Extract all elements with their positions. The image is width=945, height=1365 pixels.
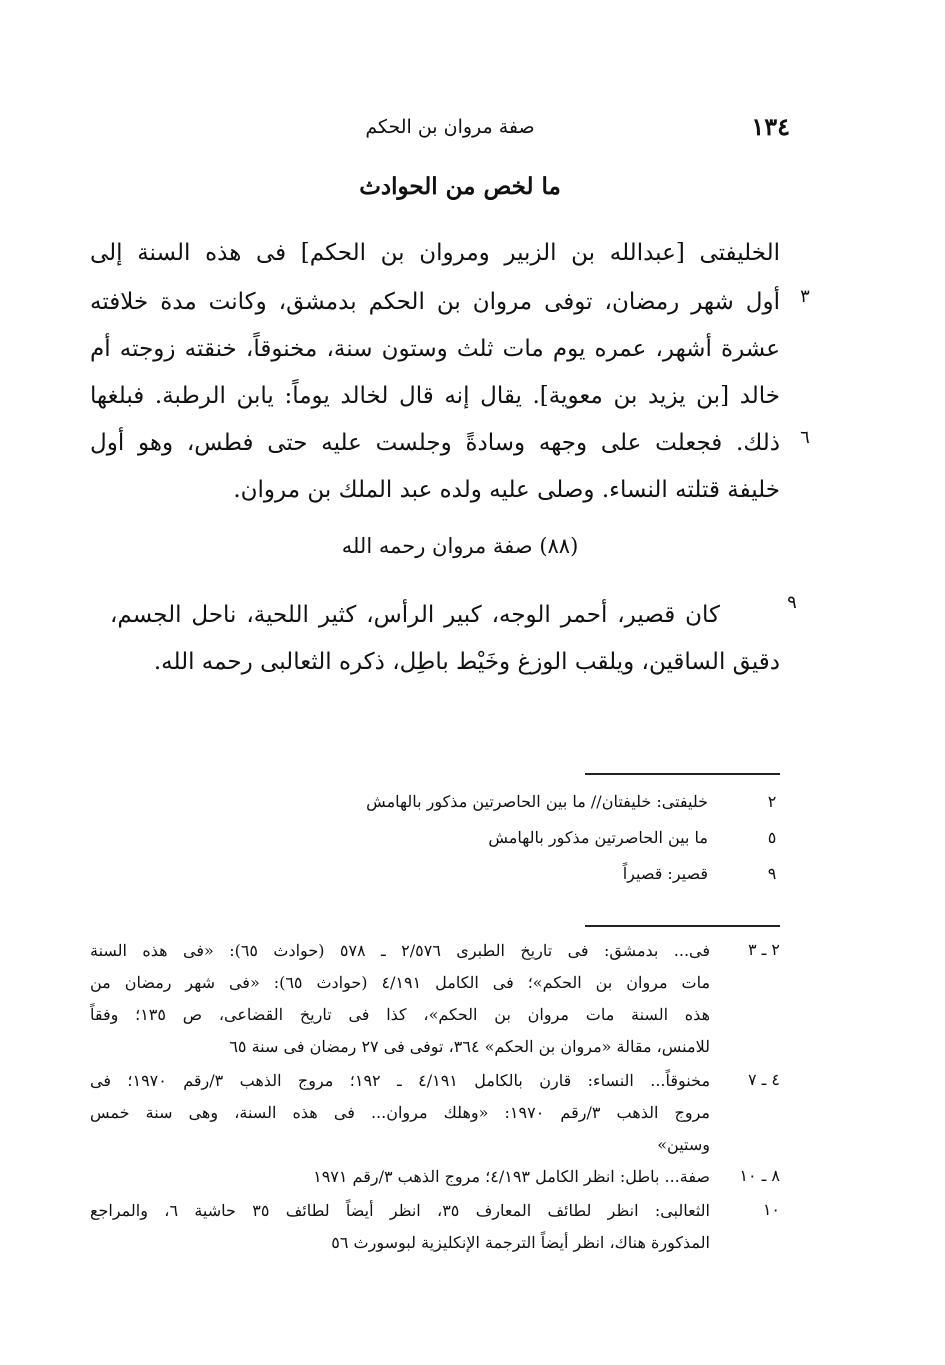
commentary-line: الثعالبى: انظر لطائف المعارف ٣٥، انظر أيضاً لطائف ٣٥ حاشية ٦، والمراجع	[90, 1201, 710, 1220]
page-number: ١٣٤	[751, 112, 790, 141]
apparatus-rule	[585, 773, 780, 775]
main-text-line: الخليفتى [عبدالله بن الزبير ومروان بن الحكم] فى هذه السنة إلى	[90, 240, 780, 266]
commentary-rule	[585, 925, 780, 927]
apparatus-note-text: ما بين الحاصرتين مذكور بالهامش	[488, 828, 708, 847]
apparatus-note-number: ٩	[767, 864, 777, 883]
apparatus-note-number: ٥	[767, 828, 777, 847]
apparatus-note-text: قصير: قصيراً	[622, 864, 708, 883]
commentary-line: فى... بدمشق: فى تاريخ الطبرى ٢/٥٧٦ ـ ٥٧٨ (حوادث ٦٥): «فى هذه السنة	[90, 941, 711, 960]
commentary-line: مروج الذهب ٣/رقم ١٩٧٠: «وهلك مروان... فى هذه السنة، وهى سنة خمس	[90, 1103, 711, 1122]
description-line: دقيق الساقين، ويلقب الوزغ وخَيْط باطِل، ذكره الثعالبى رحمه الله.	[153, 649, 780, 675]
main-text-line: ذلك. فجعلت على وجهه وسادةً وجلست عليه حتى فطس، وهو أول	[90, 430, 780, 456]
line-number: ٦	[800, 427, 810, 448]
main-text-line: خليفة قتلته النساء. وصلى عليه ولده عبد الملك بن مروان.	[233, 477, 780, 503]
commentary-line: المذكورة هناك، انظر أيضاً الترجمة الإنكليزية لبوسورث ٥٦	[331, 1233, 710, 1252]
commentary-line: هذه السنة مات مروان بن الحكم»، كذا فى تاريخ القضاعى، ص ١٣٥؛ وفقاً	[90, 1005, 711, 1024]
commentary-ref: ٢ ـ ٣	[747, 940, 780, 959]
subsection-title: (٨٨) صفة مروان رحمه الله	[341, 534, 579, 558]
line-number: ٣	[800, 286, 810, 307]
commentary-line: وستين»	[657, 1135, 710, 1154]
main-text-line: عشرة أشهر، عمره يوم مات ثلث وستون سنة، مخنوقاً، خنقته زوجته أم	[90, 336, 780, 362]
main-text-line: أول شهر رمضان، توفى مروان بن الحكم بدمشق، وكانت مدة خلافته	[90, 289, 780, 315]
description-line: كان قصير، أحمر الوجه، كبير الرأس، كثير اللحية، ناحل الجسم،	[110, 602, 720, 628]
commentary-line: للامنس، مقالة «مروان بن الحكم» ٣٦٤، توفى فى ٢٧ رمضان فى سنة ٦٥	[229, 1037, 710, 1056]
running-title: صفة مروان بن الحكم	[365, 116, 535, 138]
apparatus-note-number: ٢	[767, 792, 777, 811]
commentary-line: مخنوقاً... النساء: قارن بالكامل ٤/١٩١ ـ ١٩٢؛ مروج الذهب ٣/رقم ١٩٧٠؛ فى	[90, 1071, 711, 1090]
commentary-ref: ١٠	[762, 1200, 780, 1219]
commentary-ref: ٤ ـ ٧	[747, 1070, 780, 1089]
commentary-ref: ٨ ـ ١٠	[739, 1166, 780, 1185]
line-number: ٩	[787, 592, 797, 613]
commentary-line: مات مروان بن الحكم»؛ فى الكامل ٤/١٩١ (حوادث ٦٥): «فى شهر رمضان من	[90, 973, 711, 992]
main-text-line: خالد [بن يزيد بن معوية]. يقال إنه قال لخالد يوماً: يابن الرطبة. فبلغها	[90, 383, 780, 409]
apparatus-note-text: خليفتى: خليفتان// ما بين الحاصرتين مذكور بالهامش	[366, 792, 708, 811]
section-title: ما لخص من الحوادث	[359, 173, 561, 200]
commentary-line: صفة... باطل: انظر الكامل ٤/١٩٣؛ مروج الذهب ٣/رقم ١٩٧١	[313, 1167, 710, 1186]
